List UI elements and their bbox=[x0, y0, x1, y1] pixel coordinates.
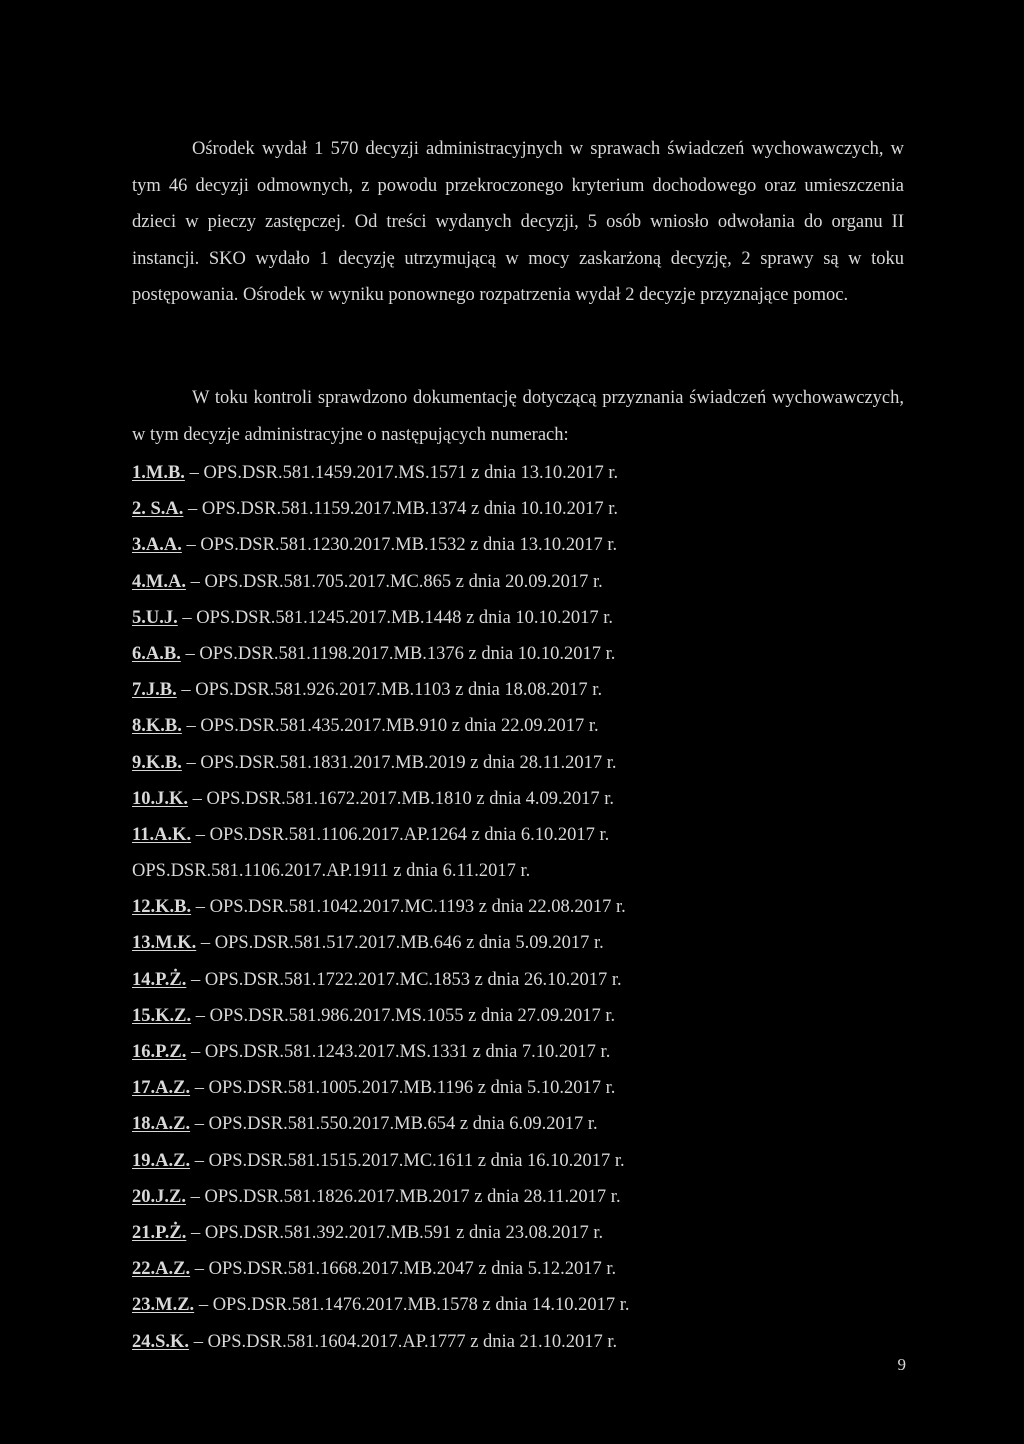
decision-reference: – OPS.DSR.581.1042.2017.MC.1193 z dnia 22.08.2017 r. bbox=[191, 897, 626, 918]
decision-reference: – OPS.DSR.581.1245.2017.MB.1448 z dnia 10.10.2017 r. bbox=[177, 607, 614, 628]
decision-reference: – OPS.DSR.581.986.2017.MS.1055 z dnia 27.09.2017 r. bbox=[191, 1005, 616, 1026]
decision-reference: – OPS.DSR.581.1672.2017.MB.1810 z dnia 4.09.2017 r. bbox=[188, 788, 615, 809]
decision-reference: – OPS.DSR.581.1722.2017.MC.1853 z dnia 26.10.2017 r. bbox=[186, 969, 622, 990]
decision-list-item bbox=[132, 889, 904, 925]
decision-person-code: 9.K.B. bbox=[132, 752, 182, 773]
decision-list-item bbox=[132, 962, 904, 998]
decision-person-code: 12.K.B. bbox=[132, 897, 192, 918]
decision-reference: – OPS.DSR.581.926.2017.MB.1103 z dnia 18.08.2017 r. bbox=[176, 680, 603, 701]
decision-person-code: 15.K.Z. bbox=[132, 1005, 192, 1026]
decision-person-code: 13.M.K. bbox=[132, 933, 197, 954]
decision-reference: – OPS.DSR.581.1106.2017.AP.1264 z dnia 6.10.2017 r. bbox=[191, 824, 610, 845]
decision-list-item bbox=[132, 1287, 904, 1323]
decision-person-code: 1.M.B. bbox=[132, 463, 185, 483]
decision-list-item bbox=[132, 564, 904, 600]
decision-list-item bbox=[132, 853, 904, 889]
decision-person-code: 8.K.B. bbox=[132, 716, 182, 737]
decision-list-item bbox=[132, 1070, 904, 1106]
decision-list bbox=[132, 455, 904, 1360]
decision-reference: – OPS.DSR.581.517.2017.MB.646 z dnia 5.09.2017 r. bbox=[196, 933, 604, 954]
decision-reference: – OPS.DSR.581.705.2017.MC.865 z dnia 20.09.2017 r. bbox=[185, 571, 603, 592]
decision-list-item bbox=[132, 672, 904, 708]
decision-reference: – OPS.DSR.581.1230.2017.MB.1532 z dnia 13.10.2017 r. bbox=[181, 535, 618, 556]
decision-person-code: 14.P.Ż. bbox=[132, 969, 187, 990]
decision-list-item bbox=[132, 1215, 904, 1251]
paragraph-inspection-intro bbox=[132, 380, 904, 453]
paragraph-text: Ośrodek wydał 1 570 decyzji administracyjnych w sprawach świadczeń wychowawczych, w tym 46 decyzji odmownych, z powodu przekroczonego kryterium dochodowego oraz umieszczenia dzieci w pieczy zastępczej. Od treści wydanych decyzji, 5 osób wniosło odwołania do organu II instancji. SKO wydało 1 decyzję utrzymującą w mocy zaskarżoną decyzję, 2 sprawy są w toku postępowania. Ośrodek w wyniku ponownego rozpatrzenia wydał 2 decyzje przyznające pomoc. bbox=[132, 139, 904, 306]
decision-reference: – OPS.DSR.581.1005.2017.MB.1196 z dnia 5.10.2017 r. bbox=[190, 1078, 616, 1099]
decision-reference: – OPS.DSR.581.1459.2017.MS.1571 z dnia 13.10.2017 r. bbox=[184, 463, 619, 483]
decision-person-code: 23.M.Z. bbox=[132, 1295, 195, 1316]
decision-list-item bbox=[132, 708, 904, 744]
decision-reference: OPS.DSR.581.1106.2017.AP.1911 z dnia 6.11.2017 r. bbox=[132, 861, 531, 882]
decision-list-item bbox=[132, 1324, 904, 1360]
decision-reference: – OPS.DSR.581.1476.2017.MB.1578 z dnia 14.10.2017 r. bbox=[194, 1295, 630, 1316]
decision-reference: – OPS.DSR.581.392.2017.MB.591 z dnia 23.08.2017 r. bbox=[186, 1222, 604, 1243]
decision-person-code: 17.A.Z. bbox=[132, 1078, 191, 1099]
decision-list-item bbox=[132, 455, 904, 491]
decision-list-item bbox=[132, 1251, 904, 1287]
decision-person-code: 21.P.Ż. bbox=[132, 1222, 187, 1243]
decision-reference: – OPS.DSR.581.1831.2017.MB.2019 z dnia 28.11.2017 r. bbox=[181, 752, 617, 773]
decision-reference: – OPS.DSR.581.1668.2017.MB.2047 z dnia 5.12.2017 r. bbox=[190, 1259, 617, 1280]
decision-reference: – OPS.DSR.581.1826.2017.MB.2017 z dnia 28.11.2017 r. bbox=[185, 1186, 621, 1207]
decision-reference: – OPS.DSR.581.1243.2017.MS.1331 z dnia 7.10.2017 r. bbox=[186, 1042, 611, 1062]
decision-list-item bbox=[132, 600, 904, 636]
decision-list-item bbox=[132, 636, 904, 672]
decision-person-code: 22.A.Z. bbox=[132, 1259, 191, 1280]
decision-person-code: 24.S.K. bbox=[132, 1331, 190, 1352]
decision-list-item bbox=[132, 998, 904, 1034]
decision-person-code: 20.J.Z. bbox=[132, 1186, 186, 1207]
decision-person-code: 3.A.A. bbox=[132, 535, 182, 556]
decision-list-item bbox=[132, 781, 904, 817]
decision-list-item bbox=[132, 925, 904, 961]
decision-list-item bbox=[132, 1106, 904, 1142]
decision-person-code: 18.A.Z. bbox=[132, 1114, 191, 1135]
decision-person-code: 11.A.K. bbox=[132, 824, 192, 845]
decision-list-item bbox=[132, 1143, 904, 1179]
decision-person-code: 19.A.Z. bbox=[132, 1150, 191, 1171]
decision-list-item bbox=[132, 745, 904, 781]
decision-person-code: 4.M.A. bbox=[132, 571, 186, 592]
decision-person-code: 10.J.K. bbox=[132, 788, 189, 809]
paragraph-text: W toku kontroli sprawdzono dokumentację dotyczącą przyznania świadczeń wychowawczych, w tym decyzje administracyjne o następujących numerach: bbox=[132, 388, 904, 445]
decision-reference: – OPS.DSR.581.435.2017.MB.910 z dnia 22.09.2017 r. bbox=[181, 716, 599, 737]
decision-reference: – OPS.DSR.581.1604.2017.AP.1777 z dnia 21.10.2017 r. bbox=[189, 1331, 618, 1352]
decision-person-code: 2. S.A. bbox=[132, 499, 184, 520]
page-number: 9 bbox=[897, 1355, 906, 1374]
decision-list-item bbox=[132, 1034, 904, 1070]
decision-person-code: 16.P.Z. bbox=[132, 1042, 187, 1062]
decision-person-code: 7.J.B. bbox=[132, 680, 177, 701]
decision-list-item bbox=[132, 1179, 904, 1215]
decision-list-item bbox=[132, 491, 904, 527]
decision-reference: – OPS.DSR.581.550.2017.MB.654 z dnia 6.09.2017 r. bbox=[190, 1114, 598, 1135]
decision-reference: – OPS.DSR.581.1198.2017.MB.1376 z dnia 10.10.2017 r. bbox=[180, 643, 616, 664]
paragraph-decisions-summary bbox=[132, 131, 904, 314]
decision-person-code: 5.U.J. bbox=[132, 607, 178, 628]
decision-reference: – OPS.DSR.581.1159.2017.MB.1374 z dnia 10.10.2017 r. bbox=[183, 499, 619, 520]
decision-reference: – OPS.DSR.581.1515.2017.MC.1611 z dnia 16.10.2017 r. bbox=[190, 1150, 625, 1171]
decision-person-code: 6.A.B. bbox=[132, 643, 181, 664]
decision-list-item bbox=[132, 817, 904, 853]
decision-list-item bbox=[132, 527, 904, 563]
